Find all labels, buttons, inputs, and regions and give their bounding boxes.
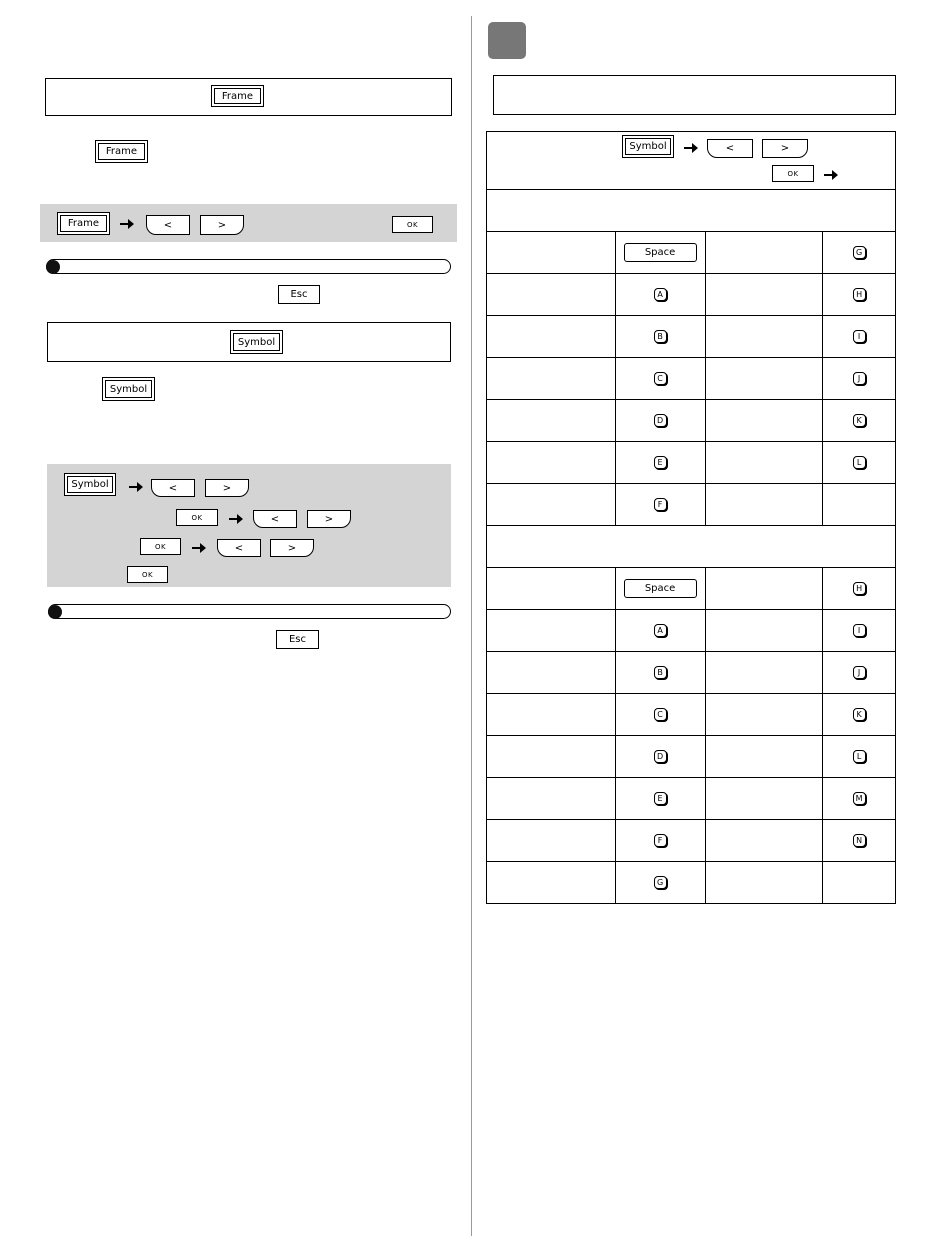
table-row (487, 442, 896, 484)
letter-key: D (654, 750, 667, 763)
ok-key: OK (392, 216, 433, 233)
symbol-key-table: Symbol (622, 135, 674, 158)
group-cell (487, 190, 896, 232)
right-cursor-key (200, 215, 244, 235)
left-cursor-key (151, 479, 195, 497)
letter-key: A (654, 288, 667, 301)
left-cursor-label: < (168, 482, 178, 494)
letter-key: N (853, 834, 866, 847)
letter-key: C (654, 708, 667, 721)
arrow-icon (129, 481, 143, 493)
right-cursor-key (307, 510, 351, 528)
right-cursor-key (762, 139, 808, 158)
symbol-table-section-header (493, 75, 896, 115)
left-cursor-label: < (270, 513, 280, 525)
ok-key: OK (772, 165, 814, 182)
space-key: Space (624, 243, 697, 262)
note-bar (46, 259, 451, 274)
letter-key: I (853, 330, 866, 343)
right-cursor-key (270, 539, 314, 557)
letter-key: K (853, 708, 866, 721)
table-row (487, 862, 896, 904)
column-divider (471, 16, 472, 1236)
left-cursor-key (217, 539, 261, 557)
note-bar (48, 604, 451, 619)
note-icon (46, 260, 60, 274)
group-cell (487, 526, 896, 568)
frame-key: Frame (211, 85, 264, 107)
letter-key: L (853, 456, 866, 469)
space-key: Space (624, 579, 697, 598)
symbol-table (486, 131, 896, 904)
table-row (487, 736, 896, 778)
arrow-icon (192, 542, 206, 554)
letter-key: J (853, 666, 866, 679)
left-cursor-label: < (234, 542, 244, 554)
table-row (487, 484, 896, 526)
ok-key: OK (140, 538, 181, 555)
arrow-icon (120, 218, 134, 230)
letter-key: J (853, 372, 866, 385)
letter-key: H (853, 288, 866, 301)
letter-key: E (654, 456, 667, 469)
left-cursor-label: < (163, 219, 173, 231)
left-cursor-key (253, 510, 297, 528)
letter-key: D (654, 414, 667, 427)
note-icon (48, 605, 62, 619)
table-row (487, 358, 896, 400)
letter-key: B (654, 330, 667, 343)
ok-key: OK (127, 566, 168, 583)
letter-key: A (654, 624, 667, 637)
arrow-icon (824, 169, 838, 181)
letter-key: L (853, 750, 866, 763)
symbol-key: Symbol (230, 330, 283, 354)
symbol-key-step: Symbol (102, 377, 155, 401)
right-cursor-label: > (324, 513, 334, 525)
group-row (487, 526, 896, 568)
table-row (487, 400, 896, 442)
table-row (487, 232, 896, 274)
letter-key: F (654, 498, 667, 511)
frame-key-step: Frame (95, 140, 148, 163)
frame-procedure-panel (40, 204, 457, 242)
symbol-procedure-panel (47, 464, 451, 587)
chapter-badge (488, 22, 526, 59)
frame-key-proc: Frame (57, 212, 110, 235)
left-cursor-label: < (725, 143, 735, 154)
table-header-row (487, 132, 896, 190)
table-row (487, 778, 896, 820)
esc-key: Esc (276, 630, 319, 649)
table-row (487, 316, 896, 358)
letter-key: K (853, 414, 866, 427)
right-cursor-key (205, 479, 249, 497)
letter-key: E (654, 792, 667, 805)
group-row (487, 190, 896, 232)
left-cursor-key (707, 139, 753, 158)
right-cursor-label: > (222, 482, 232, 494)
table-row (487, 820, 896, 862)
letter-key: B (654, 666, 667, 679)
ok-key: OK (176, 509, 218, 526)
letter-key: F (654, 834, 667, 847)
table-row (487, 610, 896, 652)
letter-key: M (853, 792, 866, 805)
table-row (487, 652, 896, 694)
letter-key: G (853, 246, 866, 259)
arrow-icon (684, 142, 698, 154)
arrow-icon (229, 513, 243, 525)
right-cursor-label: > (287, 542, 297, 554)
table-row (487, 274, 896, 316)
left-cursor-key (146, 215, 190, 235)
right-cursor-label: > (217, 219, 227, 231)
right-cursor-label: > (780, 143, 790, 154)
letter-key: I (853, 624, 866, 637)
symbol-key-proc: Symbol (64, 473, 116, 496)
letter-key: C (654, 372, 667, 385)
letter-key: G (654, 876, 667, 889)
table-header-cell (487, 132, 896, 190)
letter-key: H (853, 582, 866, 595)
table-row (487, 694, 896, 736)
esc-key: Esc (278, 285, 320, 304)
table-row (487, 568, 896, 610)
